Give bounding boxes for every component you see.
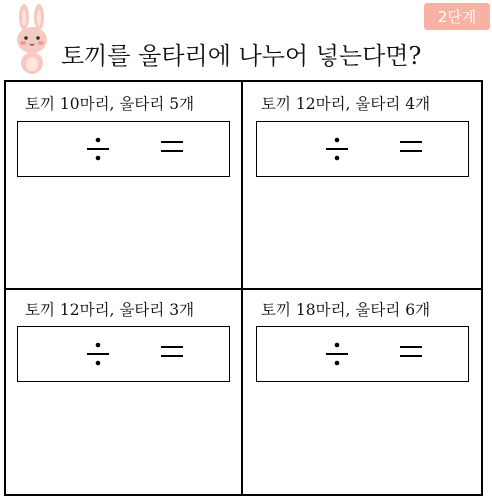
problem-1-label: 토끼 10마리, 울타리 5개	[25, 95, 195, 113]
equals-sign-icon	[400, 345, 422, 359]
grid-divider-horizontal	[4, 288, 483, 290]
problem-1-answer-box[interactable]	[17, 121, 230, 177]
page-title: 토끼를 울타리에 나누어 넣는다면?	[61, 42, 422, 70]
problem-2-answer-box[interactable]	[256, 121, 469, 177]
problem-2-label: 토끼 12마리, 울타리 4개	[261, 95, 431, 113]
problem-4-label: 토끼 18마리, 울타리 6개	[261, 301, 431, 319]
equals-sign-icon	[161, 140, 183, 154]
rabbit-mascot-icon	[10, 4, 54, 76]
division-sign-icon	[86, 135, 110, 163]
division-sign-icon	[325, 135, 349, 163]
equals-sign-icon	[400, 140, 422, 154]
problem-4-answer-box[interactable]	[256, 326, 469, 382]
division-sign-icon	[325, 340, 349, 368]
problem-3-label: 토끼 12마리, 울타리 3개	[25, 301, 195, 319]
problem-3-answer-box[interactable]	[17, 326, 230, 382]
equals-sign-icon	[161, 345, 183, 359]
division-sign-icon	[86, 340, 110, 368]
level-badge: 2단계	[424, 3, 490, 30]
